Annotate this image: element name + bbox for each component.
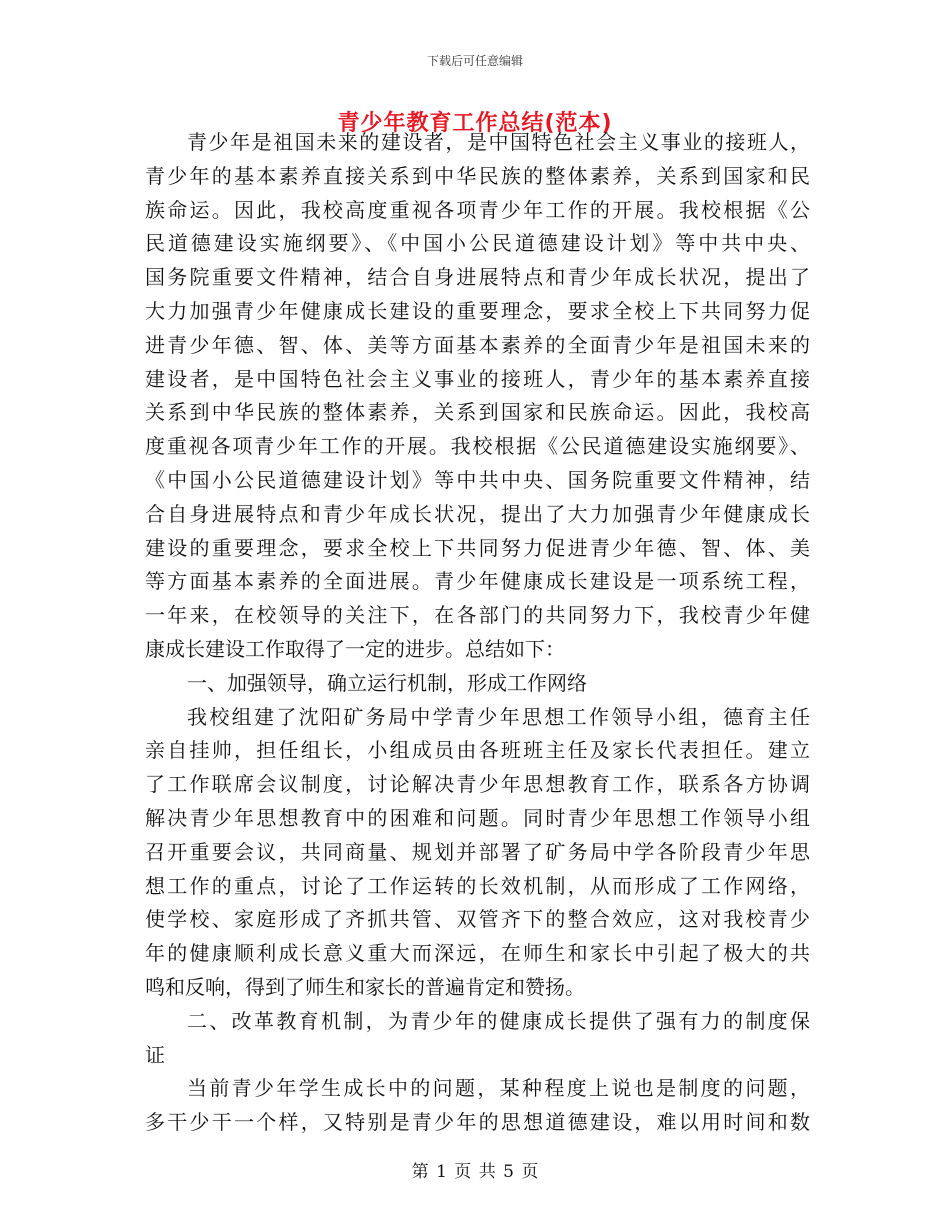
text-line: 亲自挂帅，担任组长，小组成员由各班班主任及家长代表担任。建立 (145, 738, 810, 763)
text-line: 族命运。因此，我校高度重视各项青少年工作的开展。我校根据《公 (145, 197, 810, 222)
text-line: 年的健康顺利成长意义重大而深远，在师生和家长中引起了极大的共 (145, 941, 810, 966)
page-footer: 第 1 页 共 5 页 (411, 1162, 539, 1182)
text-line: 进青少年德、智、体、美等方面基本素养的全面青少年是祖国未来的 (145, 332, 810, 357)
text-line: 建设的重要理念，要求全校上下共同努力促进青少年德、智、体、美 (145, 535, 810, 560)
text-line: 大力加强青少年健康成长建设的重要理念，要求全校上下共同努力促 (145, 298, 810, 323)
text-line: 召开重要会议，共同商量、规划并部署了矿务局中学各阶段青少年思 (145, 839, 810, 864)
text-line: 想工作的重点，讨论了工作运转的长效机制，从而形成了工作网络， (145, 873, 810, 898)
text-line: 证 (145, 1042, 165, 1067)
text-line: 二、改革教育机制，为青少年的健康成长提供了强有力的制度保 (187, 1008, 810, 1033)
text-line: 度重视各项青少年工作的开展。我校根据《公民道德建设实施纲要》、 (145, 434, 810, 459)
text-line: 了工作联席会议制度，讨论解决青少年思想教育工作，联系各方协调 (145, 772, 810, 797)
text-line: 我校组建了沈阳矿务局中学青少年思想工作领导小组，德育主任 (187, 704, 810, 729)
document-title: 青少年教育工作总结(范本) (337, 111, 613, 136)
text-line: 康成长建设工作取得了一定的进步。总结如下： (145, 636, 565, 661)
text-line: 当前青少年学生成长中的问题，某种程度上说也是制度的问题， (187, 1076, 810, 1101)
text-line: 一、加强领导，确立运行机制，形成工作网络 (187, 670, 587, 695)
text-line: 使学校、家庭形成了齐抓共管、双管齐下的整合效应，这对我校青少 (145, 907, 810, 932)
document-body (145, 126, 810, 1140)
text-line: 民道德建设实施纲要》、《中国小公民道德建设计划》等中共中央、 (145, 231, 810, 256)
text-line: 一年来，在校领导的关注下，在各部门的共同努力下，我校青少年健 (145, 603, 810, 628)
text-line: 等方面基本素养的全面进展。青少年健康成长建设是一项系统工程， (145, 569, 810, 594)
text-line: 解决青少年思想教育中的困难和问题。同时青少年思想工作领导小组 (145, 805, 810, 830)
text-line: 青少年的基本素养直接关系到中华民族的整体素养，关系到国家和民 (145, 163, 810, 188)
text-line: 多干少干一个样，又特别是青少年的思想道德建设，难以用时间和数 (145, 1110, 810, 1135)
text-line: 合自身进展特点和青少年成长状况，提出了大力加强青少年健康成长 (145, 501, 810, 526)
text-line: 关系到中华民族的整体素养，关系到国家和民族命运。因此，我校高 (145, 400, 810, 425)
text-line: 建设者，是中国特色社会主义事业的接班人，青少年的基本素养直接 (145, 366, 810, 391)
text-line: 国务院重要文件精神，结合自身进展特点和青少年成长状况，提出了 (145, 265, 810, 290)
text-line: 《中国小公民道德建设计划》等中共中央、国务院重要文件精神，结 (145, 467, 810, 492)
text-line: 青少年是祖国未来的建设者，是中国特色社会主义事业的接班人， (187, 130, 810, 154)
page-header-note: 下载后可任意编辑 (426, 54, 523, 68)
text-line: 鸣和反响，得到了师生和家长的普遍肯定和赞扬。 (145, 974, 585, 999)
